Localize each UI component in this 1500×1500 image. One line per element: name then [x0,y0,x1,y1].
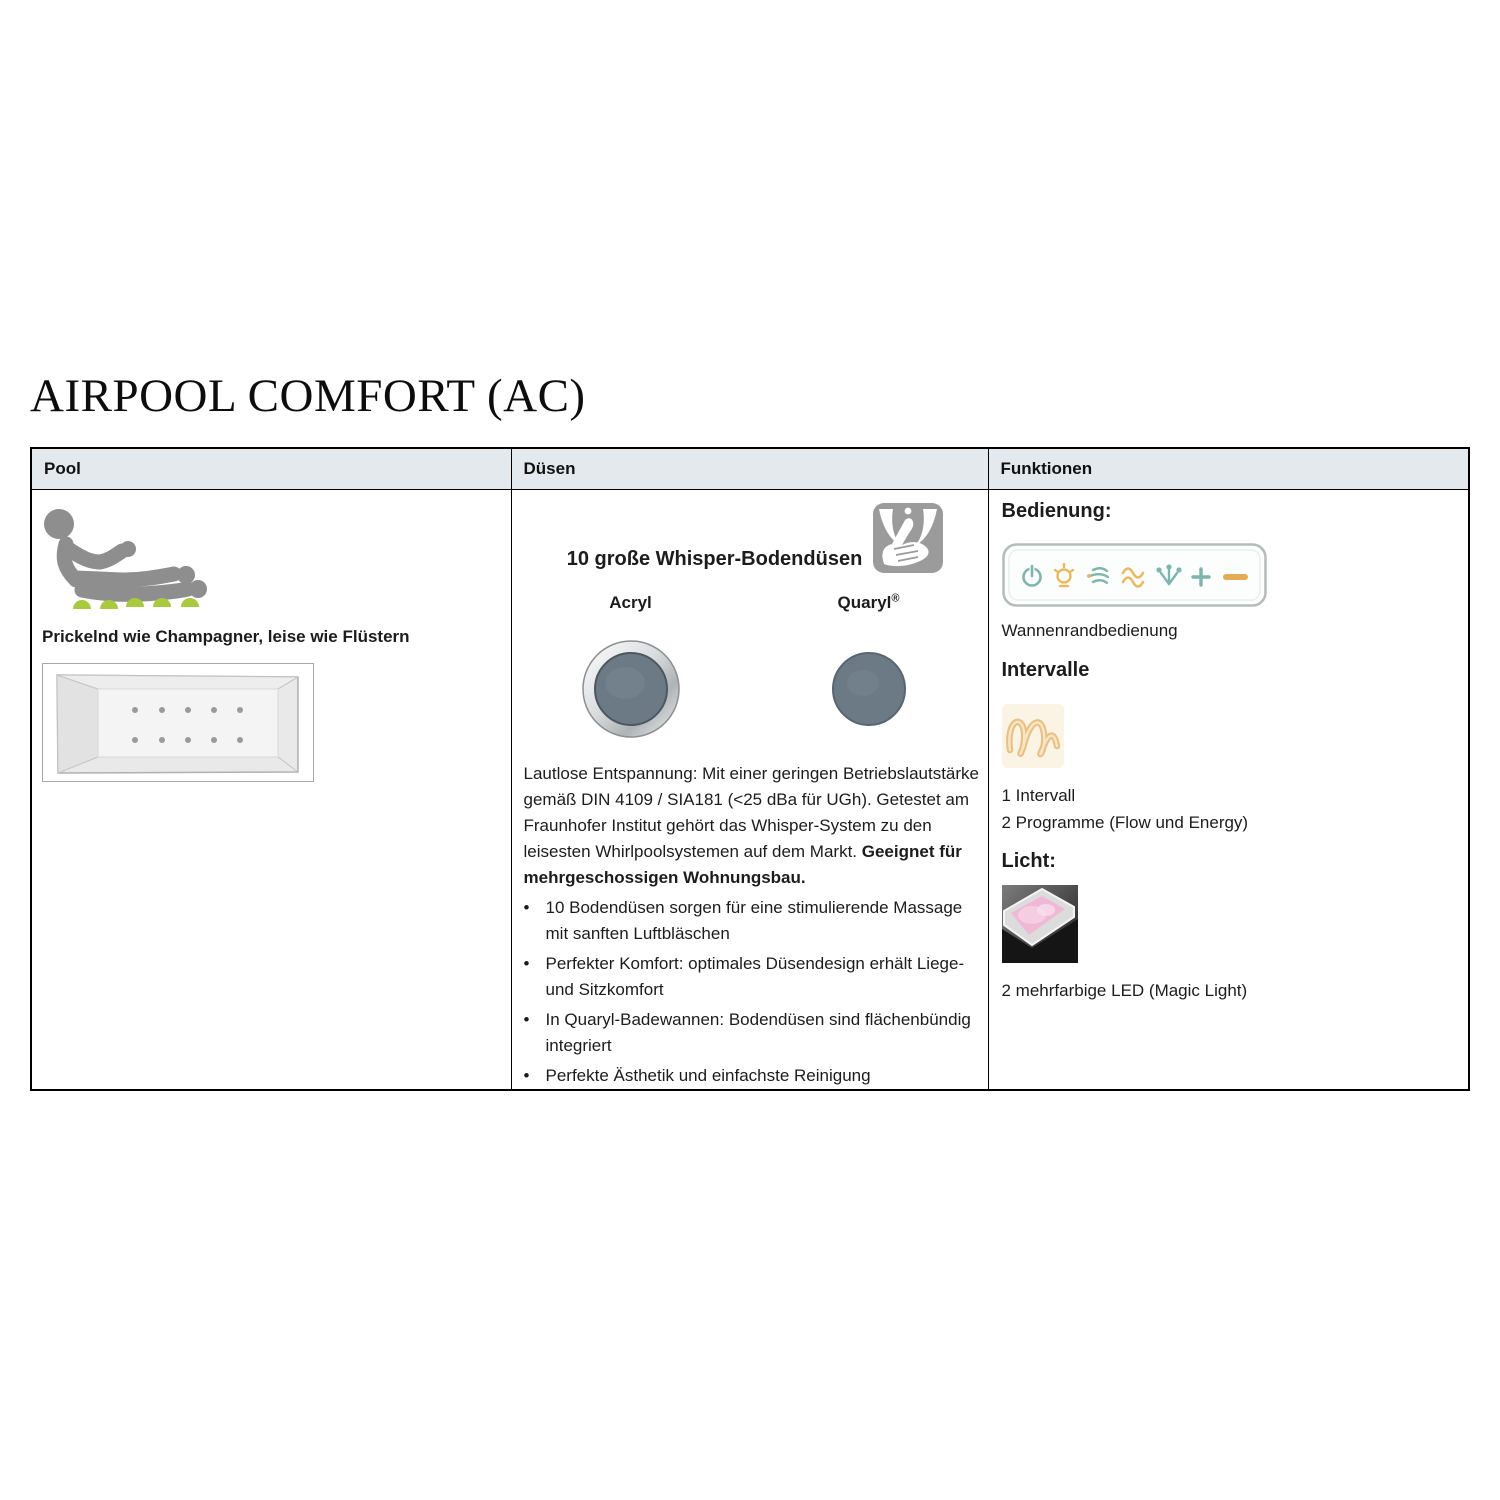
duesen-cell [511,490,988,1090]
material-label-quaryl: Quaryl® [837,592,900,612]
tub-diagram [42,663,314,782]
bullet-marker: • [523,953,530,973]
bedienung-heading: Bedienung: [1001,500,1112,522]
material-label-acryl: Acryl [609,592,652,612]
intervalle-heading: Intervalle [1001,659,1090,681]
spec-table [30,447,1470,1091]
duesen-bullet: • 10 Bodendüsen sorgen für eine stimulierende Massage mit sanften Luftbläschen [524,895,980,947]
person-reclining-icon [42,500,227,612]
led-caption: 2 mehrfarbige LED (Magic Light) [1001,981,1248,1000]
header-cell-funktionen: Funktionen [988,448,1469,490]
intervalle-lines [1002,782,1455,836]
duesen-bullet-list [524,895,980,1089]
intervall-line: 1 Intervall [1001,786,1076,805]
led-photo [1002,885,1078,963]
intervall-line: 2 Programme (Flow und Energy) [1001,813,1249,832]
air-bubbles [73,598,199,609]
duesen-paragraph: Lautlose Entspannung: Mit einer geringen Betriebslautstärke gemäß DIN 4109 / SIA181 (<25 dBa für UGh). Getestet am Fraunhofer Institut gehört das Whisper-System zu den leisesten Whirlpoolsystemen auf dem Markt. Geeignet für mehrgeschossigen Wohnungsbau. [523,763,980,887]
acryl-nozzle-image [512,633,750,745]
duesen-heading: 10 große Whisper-Bodendüsen [566,548,863,570]
bullet-marker: • [523,1065,530,1085]
body-row [31,490,1469,1090]
pool-caption: Prickelnd wie Champagner, leise wie Flüstern [42,627,410,646]
control-panel-image [1002,543,1267,607]
bullet-marker: • [523,897,530,917]
duesen-bullet: • Perfekte Ästhetik und einfachste Reinigung [524,1063,980,1089]
interval-squiggle-icon [1002,704,1064,768]
duesen-bullet: • In Quaryl-Badewannen: Bodendüsen sind flächenbündig integriert [524,1007,980,1059]
funktionen-cell [988,490,1469,1090]
duesen-bullet: • Perfekter Komfort: optimales Düsendesign erhält Liege- und Sitzkomfort [524,951,980,1003]
quaryl-nozzle-image [750,633,988,745]
bullet-marker: • [523,1009,530,1029]
pool-cell [31,490,511,1090]
header-cell-duesen: Düsen [511,448,988,490]
wannenrand-caption: Wannenrandbedienung [1001,621,1178,640]
page-title: AIRPOOL COMFORT (AC) [30,370,586,422]
person-head [44,509,74,539]
whisper-icon [872,502,944,574]
header-cell-pool: Pool [31,448,511,490]
licht-heading: Licht: [1001,850,1056,872]
header-row [31,448,1469,490]
